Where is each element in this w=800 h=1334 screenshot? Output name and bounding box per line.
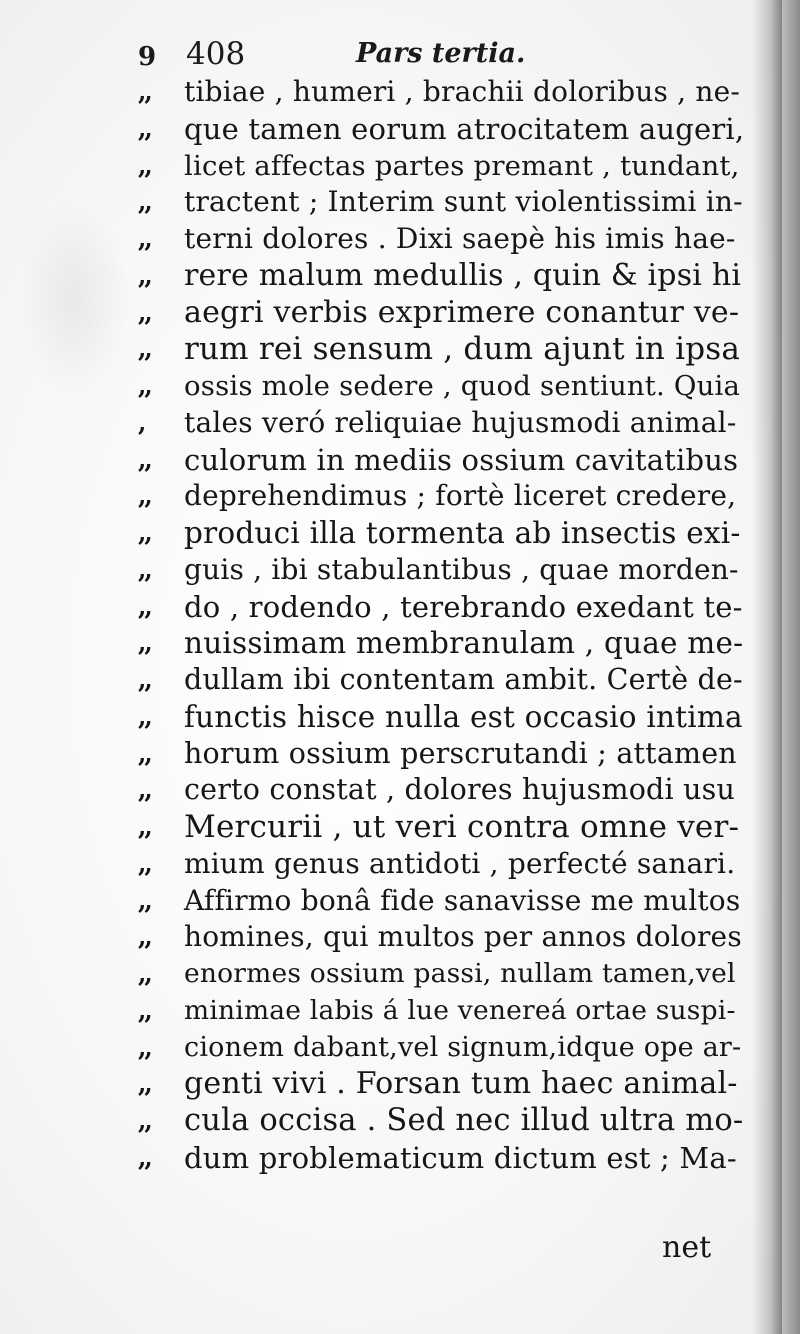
text-line — [138, 589, 743, 626]
quote-mark: ,, — [138, 481, 151, 511]
quote-mark: ,, — [138, 665, 151, 694]
text-line — [138, 956, 738, 993]
quote-mark: ,, — [138, 1069, 151, 1099]
quote-mark: ,, — [138, 628, 151, 658]
text-line — [138, 74, 741, 111]
line-text: Affirmo bonâ fide sanavisse me multos — [184, 883, 741, 917]
quote-mark: ,, — [138, 591, 151, 621]
line-text: dum problematicum dictum est ; Ma- — [184, 1140, 737, 1175]
line-text: rere malum medullis , quin & ipsi hi — [184, 257, 742, 293]
quote-mark: ,, — [138, 77, 151, 106]
text-line — [138, 478, 738, 515]
line-text: tractent ; Interim sunt violentissimi in- — [184, 185, 743, 219]
text-block — [138, 74, 745, 1177]
line-text: functis hisce nulla est occasio intima — [184, 699, 743, 734]
book-edge — [782, 0, 800, 1334]
text-line — [138, 221, 738, 258]
text-line — [138, 368, 741, 405]
line-text: terni dolores . Dixi saepè his imis hae- — [184, 222, 736, 255]
text-line — [138, 809, 738, 846]
text-line — [138, 552, 738, 589]
text-line — [138, 625, 744, 662]
gutter-shadow — [752, 0, 782, 1334]
text-line — [138, 1103, 744, 1140]
text-line — [138, 883, 741, 920]
text-line — [138, 919, 742, 956]
text-line — [138, 331, 741, 368]
line-text: licet affectas partes premant , tundant, — [184, 149, 740, 182]
quote-mark: ,, — [138, 554, 151, 584]
line-text: Mercurii , ut veri contra omne ver- — [184, 809, 740, 845]
quote-mark: ,, — [138, 959, 151, 988]
quote-mark: ,, — [138, 518, 151, 547]
quote-mark: ,, — [138, 738, 151, 768]
text-line — [138, 111, 745, 148]
line-text: que tamen eorum atrocitatem augeri, — [184, 111, 745, 146]
text-line — [138, 1140, 738, 1177]
text-line — [138, 442, 738, 479]
text-line — [138, 184, 743, 221]
line-text: guis , ibi stabulantibus , quae morden- — [184, 552, 739, 586]
line-text: nuissimam membranulam , quae me- — [184, 626, 744, 661]
quote-mark: ,, — [138, 260, 151, 290]
line-text: tales veró reliquiae hujusmodi animal- — [184, 405, 737, 439]
quote-mark: ,, — [138, 371, 151, 400]
quote-mark: ,, — [138, 150, 151, 180]
line-text: deprehendimus ; fortè liceret credere, — [184, 479, 737, 513]
quote-mark: ,, — [138, 922, 151, 952]
quote-mark: ,, — [138, 701, 151, 731]
quote-mark: ,, — [138, 334, 151, 364]
line-text: culorum in mediis ossium cavitatibus — [184, 442, 739, 477]
quote-mark: ,, — [138, 224, 151, 253]
text-line — [138, 662, 743, 699]
line-text: homines, qui multos per annos dolores — [184, 920, 742, 954]
line-text: ossis mole sedere , quod sentiunt. Quia — [184, 370, 741, 402]
line-text: tibiae , humeri , brachii doloribus , ne- — [184, 75, 741, 108]
quote-mark: ,, — [138, 1142, 151, 1172]
text-line — [138, 1066, 738, 1103]
line-text: certo constat , dolores hujusmodi usu — [184, 773, 736, 807]
text-line — [138, 405, 738, 442]
line-text: genti vivi . Forsan tum haec animal- — [184, 1066, 738, 1102]
quote-mark: ,, — [138, 775, 151, 805]
text-line — [138, 515, 741, 552]
show-through-stain — [20, 200, 130, 400]
line-text: aegri verbis exprimere conantur ve- — [184, 294, 740, 330]
quote-mark: ,, — [138, 995, 151, 1025]
text-line — [138, 699, 743, 736]
folio-mark: 9 — [138, 42, 157, 72]
quote-mark: ,, — [138, 1032, 151, 1062]
line-text: produci illa tormenta ab insectis exi- — [184, 516, 741, 550]
text-line — [138, 736, 738, 773]
line-text: dullam ibi contentam ambit. Certè de- — [184, 663, 743, 696]
quote-mark: ,, — [138, 113, 151, 143]
quote-mark: ,, — [138, 297, 151, 327]
quote-mark: ,, — [138, 187, 151, 217]
text-line — [138, 257, 742, 295]
line-text: rum rei sensum , dum ajunt in ipsa — [184, 331, 741, 368]
line-text: cionem dabant,vel signum,idque ope ar- — [184, 1031, 742, 1063]
quote-mark: ,, — [138, 444, 151, 474]
page-number: 408 — [186, 36, 246, 72]
quote-mark: ,, — [138, 848, 151, 878]
line-text: cula occisa . Sed nec illud ultra mo- — [184, 1103, 744, 1138]
quote-mark: ,, — [138, 885, 151, 915]
catchword: net — [662, 1230, 712, 1265]
running-head: Pars tertia. — [356, 38, 526, 69]
text-line — [138, 148, 738, 185]
quote-mark: , — [138, 407, 145, 437]
line-text: do , rodendo , terebrando exedant te- — [184, 589, 743, 624]
line-text: minimae labis á lue venereá ortae suspi- — [184, 994, 736, 1026]
text-line — [138, 846, 738, 883]
line-text: horum ossium perscrutandi ; attamen — [184, 736, 737, 770]
quote-mark: ,, — [138, 812, 151, 841]
line-text: mium genus antidoti , perfecté sanari. — [184, 846, 736, 880]
text-line — [138, 993, 738, 1030]
text-line — [138, 772, 738, 809]
line-text: enormes ossium passi, nullam tamen,vel — [184, 958, 736, 989]
quote-mark: ,, — [138, 1106, 151, 1135]
page-header — [138, 34, 758, 74]
text-line — [138, 1030, 742, 1067]
text-line — [138, 295, 738, 332]
